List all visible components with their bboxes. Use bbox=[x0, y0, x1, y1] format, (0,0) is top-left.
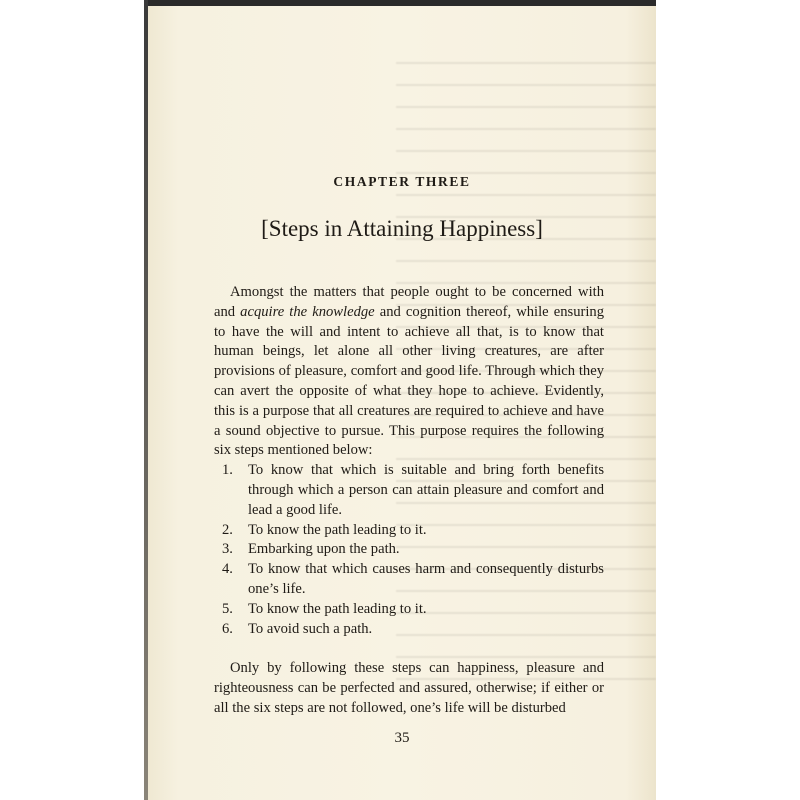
steps-list bbox=[214, 461, 604, 639]
step-number: 2. bbox=[222, 521, 233, 538]
step-item bbox=[222, 620, 604, 640]
chapter-label: CHAPTER THREE bbox=[333, 174, 471, 189]
page-top-edge bbox=[148, 0, 656, 6]
intro-emphasis: acquire the knowledge bbox=[240, 303, 375, 320]
step-text: Embarking upon the path. bbox=[248, 541, 400, 558]
chapter-title: [Steps in Attaining Happiness] bbox=[261, 216, 543, 241]
step-text: To know that which is suitable and bring forth benefits through which a person can attain pleasure and comfort and lead a good life. bbox=[248, 462, 604, 518]
chapter-body bbox=[214, 283, 604, 719]
paragraph-spacer bbox=[214, 639, 604, 659]
step-text: To know that which causes harm and consequently disturbs one’s life. bbox=[248, 561, 604, 597]
step-text: To know the path leading to it. bbox=[248, 600, 427, 617]
step-text: To avoid such a path. bbox=[248, 620, 373, 637]
step-item bbox=[222, 461, 604, 520]
closing-text: Only by following these steps can happiness, pleasure and righteousness can be perfected and assured, otherwise; if either or all the six steps are not followed, one’s life will be disturbed bbox=[214, 660, 604, 716]
book-page bbox=[148, 0, 656, 800]
step-item bbox=[222, 600, 604, 620]
step-number: 4. bbox=[222, 561, 233, 578]
page-number: 35 bbox=[394, 730, 410, 746]
step-item bbox=[222, 521, 604, 541]
intro-text-start: Amongst the matters that people ought to be concerned with and bbox=[214, 284, 604, 320]
step-item bbox=[222, 560, 604, 600]
step-item bbox=[222, 540, 604, 560]
step-number: 6. bbox=[222, 620, 233, 637]
step-number: 1. bbox=[222, 462, 233, 479]
closing-paragraph bbox=[214, 659, 604, 718]
intro-text-end: and cognition thereof, while ensuring to have the will and intent to achieve all that, is to know that human beings, let alone all other living creatures, are after provisions of pleasure, comfort and good life. Through which they can avert the opposite of what they hope to achieve. Evidently, this is a purpose that all creatures are required to achieve and have a sound objective to pursue. This purpose requires the following six steps mentioned below: bbox=[214, 303, 604, 459]
step-number: 5. bbox=[222, 600, 233, 617]
step-text: To know the path leading to it. bbox=[248, 521, 427, 538]
step-number: 3. bbox=[222, 541, 233, 558]
intro-paragraph bbox=[214, 283, 604, 461]
